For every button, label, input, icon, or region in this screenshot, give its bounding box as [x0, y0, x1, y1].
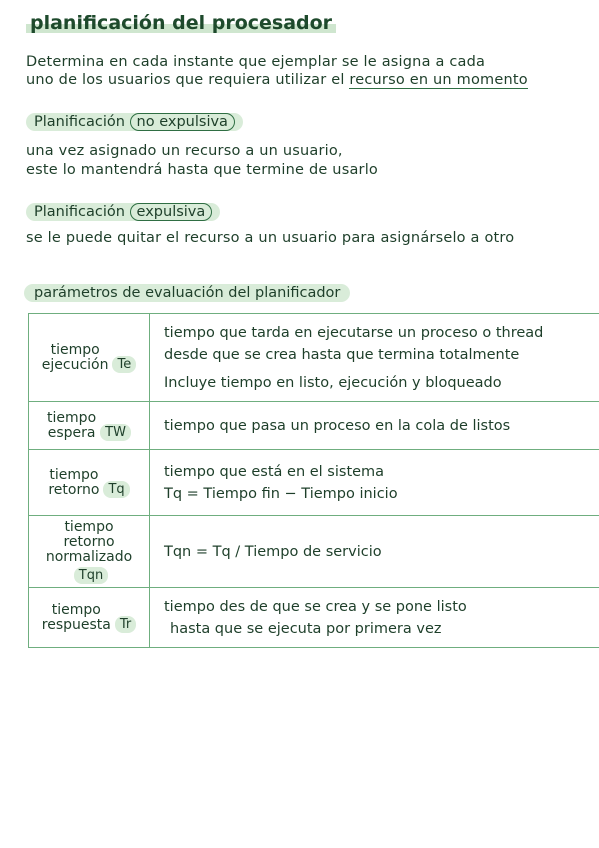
- term-name-line: tiempo: [64, 518, 114, 535]
- term-name: [48, 468, 99, 498]
- heading-no-expulsiva-tag: no expulsiva: [130, 113, 235, 131]
- definition-cell: [150, 516, 599, 588]
- term-name: [42, 343, 109, 373]
- no-expulsiva-line-1: una vez asignado un recurso a un usuario,: [26, 143, 343, 159]
- term-name-line: tiempo: [50, 341, 100, 358]
- table-row: [29, 314, 599, 402]
- expulsiva-line-1: se le puede quitar el recurso a un usuario para asignárselo a otro: [26, 230, 515, 246]
- term-cell: [29, 516, 150, 588]
- definition-line: desde que se crea hasta que termina totalmente: [164, 346, 520, 363]
- term-name-line: retorno: [48, 481, 100, 498]
- table-row: [29, 588, 599, 648]
- definition-line: Tqn = Tq / Tiempo de servicio: [164, 543, 382, 560]
- definition-line: Tq = Tiempo fin − Tiempo inicio: [164, 485, 398, 502]
- heading-no-expulsiva: [26, 113, 243, 131]
- definition-cell: [150, 314, 599, 402]
- intro-underlined-phrase: recurso en un momento: [349, 72, 528, 88]
- term-name: [46, 520, 132, 565]
- term-abbr: Te: [112, 356, 136, 373]
- term-name-line: tiempo: [51, 601, 101, 618]
- term-abbr: TW: [100, 424, 131, 441]
- intro-line-2-text: uno de los usuarios que requiera utilizar el: [26, 72, 345, 88]
- heading-no-expulsiva-label: Planificación: [34, 114, 125, 130]
- term-name-line: tiempo: [47, 409, 97, 426]
- term-name-line: ejecución: [41, 356, 109, 373]
- term-abbr: Tq: [103, 481, 129, 498]
- heading-expulsiva-label: Planificación: [34, 204, 125, 220]
- term-name-line: respuesta: [41, 616, 111, 633]
- term-name-line: espera: [47, 424, 96, 441]
- no-expulsiva-line-2: este lo mantendrá hasta que termine de usarlo: [26, 162, 379, 178]
- heading-expulsiva-tag: expulsiva: [130, 203, 213, 221]
- term-abbr: Tqn: [74, 567, 108, 584]
- definition-cell: [150, 402, 599, 450]
- term-cell: [29, 314, 150, 402]
- heading-expulsiva: [26, 203, 220, 221]
- definition-line: hasta que se ejecuta por primera vez: [170, 620, 442, 637]
- term-name-line: normalizado: [45, 548, 133, 565]
- term-name: [42, 603, 111, 633]
- params-heading: parámetros de evaluación del planificador: [24, 284, 350, 302]
- definition-cell: [150, 450, 599, 516]
- definition-line: Incluye tiempo en listo, ejecución y bloqueado: [164, 374, 502, 391]
- term-name-line: retorno: [63, 533, 115, 550]
- term-name-line: tiempo: [49, 466, 99, 483]
- term-name: [47, 411, 96, 441]
- table-row: [29, 450, 599, 516]
- definition-line: tiempo que tarda en ejecutarse un proceso o thread: [164, 324, 544, 341]
- term-cell: [29, 402, 150, 450]
- table-row: [29, 402, 599, 450]
- params-table: [28, 313, 599, 648]
- definition-cell: [150, 588, 599, 648]
- definition-line: tiempo que está en el sistema: [164, 463, 385, 480]
- page-title: planificación del procesador: [26, 12, 336, 34]
- term-abbr: Tr: [115, 616, 136, 633]
- intro-line-2: [26, 72, 528, 88]
- intro-line-1: Determina en cada instante que ejemplar se le asigna a cada: [26, 54, 486, 70]
- term-cell: [29, 450, 150, 516]
- definition-line: tiempo que pasa un proceso en la cola de listos: [164, 417, 511, 434]
- definition-line: tiempo des de que se crea y se pone listo: [164, 598, 467, 615]
- term-cell: [29, 588, 150, 648]
- table-row: [29, 516, 599, 588]
